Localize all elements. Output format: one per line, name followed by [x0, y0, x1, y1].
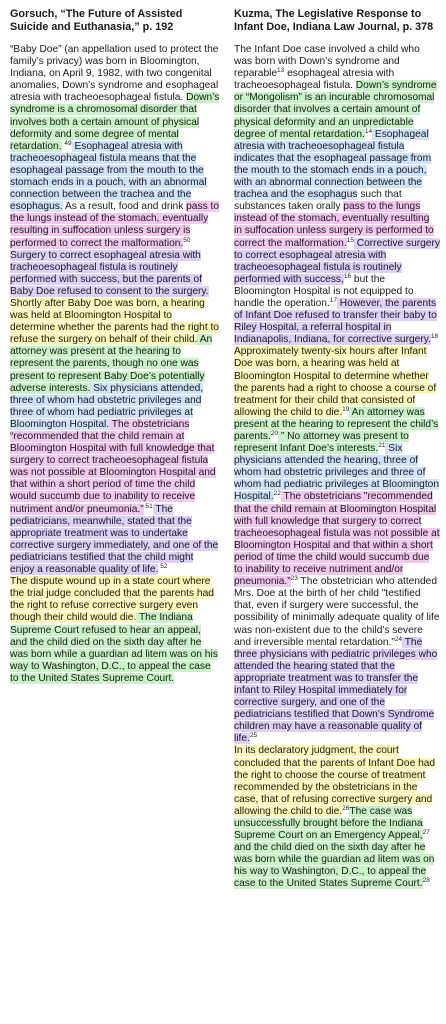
highlighted-text-purple: The pediatricians, meanwhile, stated that the appropriate treatment was to undertake corrective surgery immediately, and one of the pediatricians testified that the child might enjoy a reasonable quality of life. — [10, 503, 219, 576]
highlighted-text-purple: However, the parents of Infant Doe refused to transfer their baby to Riley Hospital, a referral hospital in Indianapolis, Indiana, for corrective surgery. — [234, 297, 437, 346]
text-run: As a result, food and drink — [62, 201, 187, 213]
footnote-ref: 19 — [342, 405, 350, 413]
highlighted-text-purple: The three physicians with pediatric privileges who attended the hearing stated that the appropriate treatment was to transfer the infant to Riley Hospital immediately for corrective surgery, and one of the pediatricians testified that Down's Syndrome children may have a reasonable quality of life. — [234, 636, 438, 745]
highlighted-text-blue: Esophageal atresia with tracheoesophageal fistula means that the esophageal passage from the mouth to the stomach ends in a pouch, with an abnormal connection between the trachea and the esophagus. — [10, 140, 207, 213]
text-run: The obstetrician who attended Mrs. Doe at the birth of her child "testified that, even if surgery were successful, the possibility of minimally adequate quality of life was non-existent due to the child's severe and irreversible mental retardation.” — [234, 576, 440, 648]
highlighted-text-pink: The obstetricians “recommended that the child remain at Bloomington Hospital with full knowledge that surgery to correct tracheoesophageal fistula was not possible at Bloomington Hospital and that within a short period of time the child would succumb due to inability to receive nutriment and/or pneumonia.” — [10, 418, 216, 515]
highlighted-text-green: An attorney was present at the hearing to represent the child’s parents. — [234, 406, 439, 442]
footnote-ref: 20 — [270, 430, 279, 437]
gorsuch-heading: Gorsuch, “The Future of Assisted Suicide and Euthanasia,” p. 192 — [10, 8, 183, 33]
paragraph — [234, 44, 440, 745]
highlighted-text-green: ” No attorney was present to represent Infant Doe’s interests. — [234, 431, 409, 455]
footnote-ref: 15 — [346, 236, 354, 244]
highlighted-text-pink: The obstetricians "recommended that the child remain at Bloomington Hospital with full knowledge that surgery to correct tracheoesophageal fistula was not possible at Bloomington Hospital and that within a short period of time the child would succumb due to inability to receive nutriment and/or pneumonia.” — [234, 491, 440, 588]
footnote-ref: 21 — [378, 442, 386, 450]
highlighted-text-yellow: In its declaratory judgment, the court concluded that the parents of Infant Doe had the right to choose the course of treatment recommended by the obstetricians in the case, that of refusing corrective surgery and allowing the child to die. — [234, 745, 436, 817]
paragraph — [10, 298, 220, 576]
footnote-ref: 52 — [158, 563, 168, 571]
footnote-ref: 26 — [342, 804, 350, 812]
highlighted-text-yellow: Approximately twenty-six hours after Infant Doe was born, a hearing was held at Bloomington Hospital to determine whether the parents had a right to choose a course of treatment for their child that consisted of allowing the child to die. — [234, 346, 437, 418]
text-run: but the Bloomington Hospital is not equipped to handle the operation. — [234, 273, 414, 309]
footnote-ref: 28 — [422, 877, 430, 885]
highlighted-text-yellow: The dispute wound up in a state court where the trial judge concluded that the parents had the right to refuse corrective surgery even though their child would die. — [10, 576, 214, 624]
highlighted-text-green: Down’s syndrome or “Mongolism” is an incurable chromosomal disorder that involves a certain amount of physical deformity and an unpredictable degree of mental retardation. — [234, 80, 437, 140]
footnote-ref: 23 — [290, 575, 298, 583]
highlighted-text-purple: Surgery to correct esophageal atresia with tracheoesophageal fistula is routinely performed with success, but the parents of Baby Doe refused to consent to the surgery. — [10, 249, 209, 297]
footnote-ref: 13 — [277, 67, 285, 75]
text-run: “Baby Doe” (an appellation used to protect the family’s privacy) was born in Bloomington, Indiana, on April 9, 1982, with two congenital anomalies, Down’s syndrome and esophageal atresia with tracheoesophageal fistula. — [10, 44, 219, 104]
text-run: esophageal atresia with tracheoesophageal fistula. — [234, 68, 395, 92]
highlighted-text-green: An attorney was present at the hearing to represent the parents, though no one was present to represent Baby Doe’s potentially adverse interests. — [10, 334, 213, 394]
paragraph — [10, 44, 220, 298]
highlighted-text-green: The Indiana Supreme Court refused to hear an appeal, and the child died on the sixth day after he was born while a guardian ad litem was on his way to Washington, D.C., to appeal the case to the United States Supreme Court. — [10, 612, 218, 684]
footnote-ref: 17 — [329, 296, 337, 304]
footnote-ref: 50 — [183, 236, 191, 244]
kuzma-heading: Kuzma, The Legislative Response to Infant Doe, Indiana Law Journal, p. 378 — [234, 8, 434, 33]
footnote-ref: 14 — [364, 127, 373, 135]
footnote-ref: 18 — [430, 333, 439, 341]
footnote-ref: 27 — [422, 829, 430, 837]
highlighted-text-blue: Esophageal atresia with tracheoesophageal fistula indicates that the esophageal passage from the mouth to the stomach ends in a pouch, with an abnormal connection between the trachea and the esophagus — [234, 128, 432, 201]
footnote-ref: 22 — [273, 490, 281, 498]
gorsuch-column — [10, 8, 220, 685]
highlighted-text-yellow: Shortly after Baby Doe was born, a hearing was held at Bloomington Hospital to determine whether the parents had the right to refuse the surgery on behalf of their child. — [10, 297, 219, 346]
highlighted-text-green: Down’s syndrome is a chromosomal disorder that involves both a certain amount of physical deformity and some degree of mental retardation. — [10, 92, 220, 152]
kuzma-text — [234, 44, 440, 891]
highlighted-text-green: The case was unsuccessfully brought before the Indiana Supreme Court on an Emergency Appeal, — [234, 805, 423, 842]
paragraph — [234, 745, 440, 890]
footnote-ref: 16 — [343, 272, 352, 280]
highlighted-text-green: and the child died on the sixth day after he was born while the guardian ad litem was on his way to Washington, D.C., to appeal the case to the United States Supreme Court. — [234, 842, 435, 890]
kuzma-column — [234, 8, 440, 891]
footnote-ref: 25 — [249, 732, 258, 740]
footnote-ref: 49 — [64, 139, 72, 147]
paragraph — [10, 576, 220, 685]
footnote-ref: 24 — [394, 635, 403, 643]
highlighted-text-pink: pass to the lungs instead of the stomach, eventually resulting in suffocation unless surgery is performed to correct the malformation. — [234, 201, 434, 249]
highlighted-text-pink: pass to the lungs instead of the stomach, eventually resulting in suffocation unless surgery is performed to correct the malformation. — [10, 201, 219, 249]
gorsuch-text — [10, 44, 220, 685]
highlighted-text-blue: Six physicians attended, three of whom had obstetric privileges and three of whom had pediatric privileges at Bloomington Hospital. — [10, 382, 204, 430]
footnote-ref: 51 — [143, 502, 153, 510]
text-run: such that substances taken orally — [234, 189, 402, 213]
highlighted-text-blue: Six physicians attended the hearing, three of whom had obstetric privileges and three of whom had pediatric privileges at Bloomington Hospital. — [234, 443, 439, 503]
highlighted-text-purple: Corrective surgery to correct esophageal atresia with tracheoesophageal fistula is routinely performed with success, — [234, 237, 440, 285]
text-run: The Infant Doe case involved a child who was born with Down’s syndrome and reparable — [234, 44, 420, 80]
